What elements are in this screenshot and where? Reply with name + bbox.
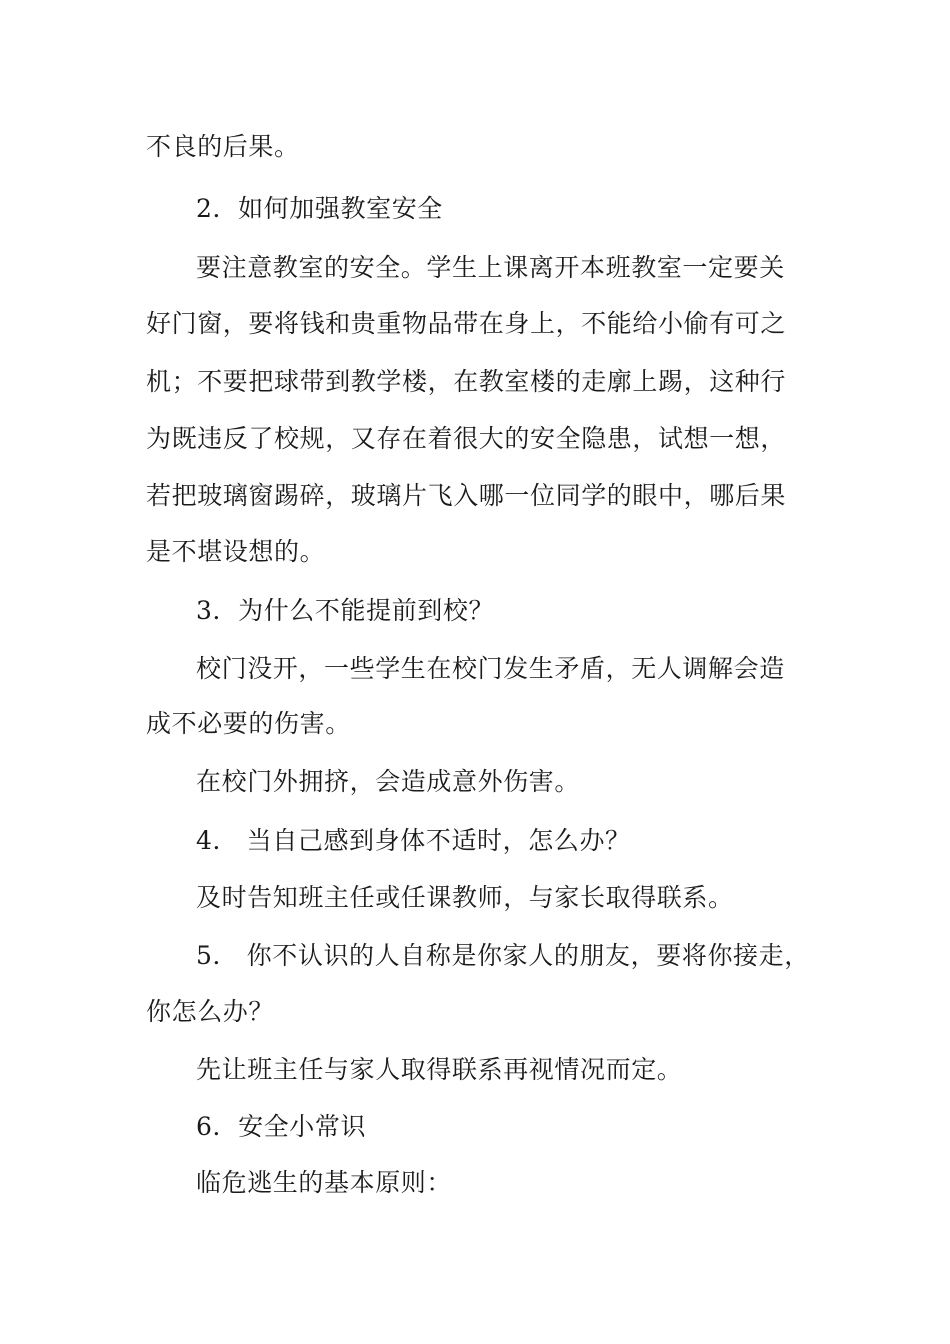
paragraph-line: 为既违反了校规，又存在着很大的安全隐患，试想一想，	[146, 424, 787, 453]
section-heading: 4． 当自己感到身体不适时，怎么办？	[196, 826, 631, 855]
paragraph-line: 好门窗，要将钱和贵重物品带在身上，不能给小偷有可之	[146, 309, 787, 338]
section-heading: 6．安全小常识	[196, 1112, 367, 1141]
paragraph-line: 及时告知班主任或任课教师，与家长取得联系。	[196, 883, 734, 912]
paragraph-line: 先让班主任与家人取得联系再视情况而定。	[196, 1055, 683, 1084]
paragraph-line: 若把玻璃窗踢碎，玻璃片飞入哪一位同学的眼中，哪后果	[146, 481, 787, 510]
paragraph-line: 临危逃生的基本原则：	[196, 1168, 453, 1197]
paragraph-line: 校门没开，一些学生在校门发生矛盾，无人调解会造	[196, 654, 785, 683]
section-heading: 2．如何加强教室安全	[196, 194, 443, 223]
section-heading: 3．为什么不能提前到校？	[196, 596, 495, 625]
paragraph-line: 成不必要的伤害。	[146, 709, 351, 738]
paragraph-line: 要注意教室的安全。学生上课离开本班教室一定要关	[196, 253, 785, 282]
paragraph-line: 是不堪设想的。	[146, 537, 326, 566]
section-heading: 5． 你不认识的人自称是你家人的朋友，要将你接走，	[196, 941, 810, 970]
paragraph-line: 你怎么办？	[146, 997, 275, 1026]
text-line: 不良的后果。	[146, 132, 300, 161]
paragraph-line: 在校门外拥挤，会造成意外伤害。	[196, 767, 581, 796]
paragraph-line: 机；不要把球带到教学楼，在教室楼的走廓上踢，这种行	[146, 367, 787, 396]
